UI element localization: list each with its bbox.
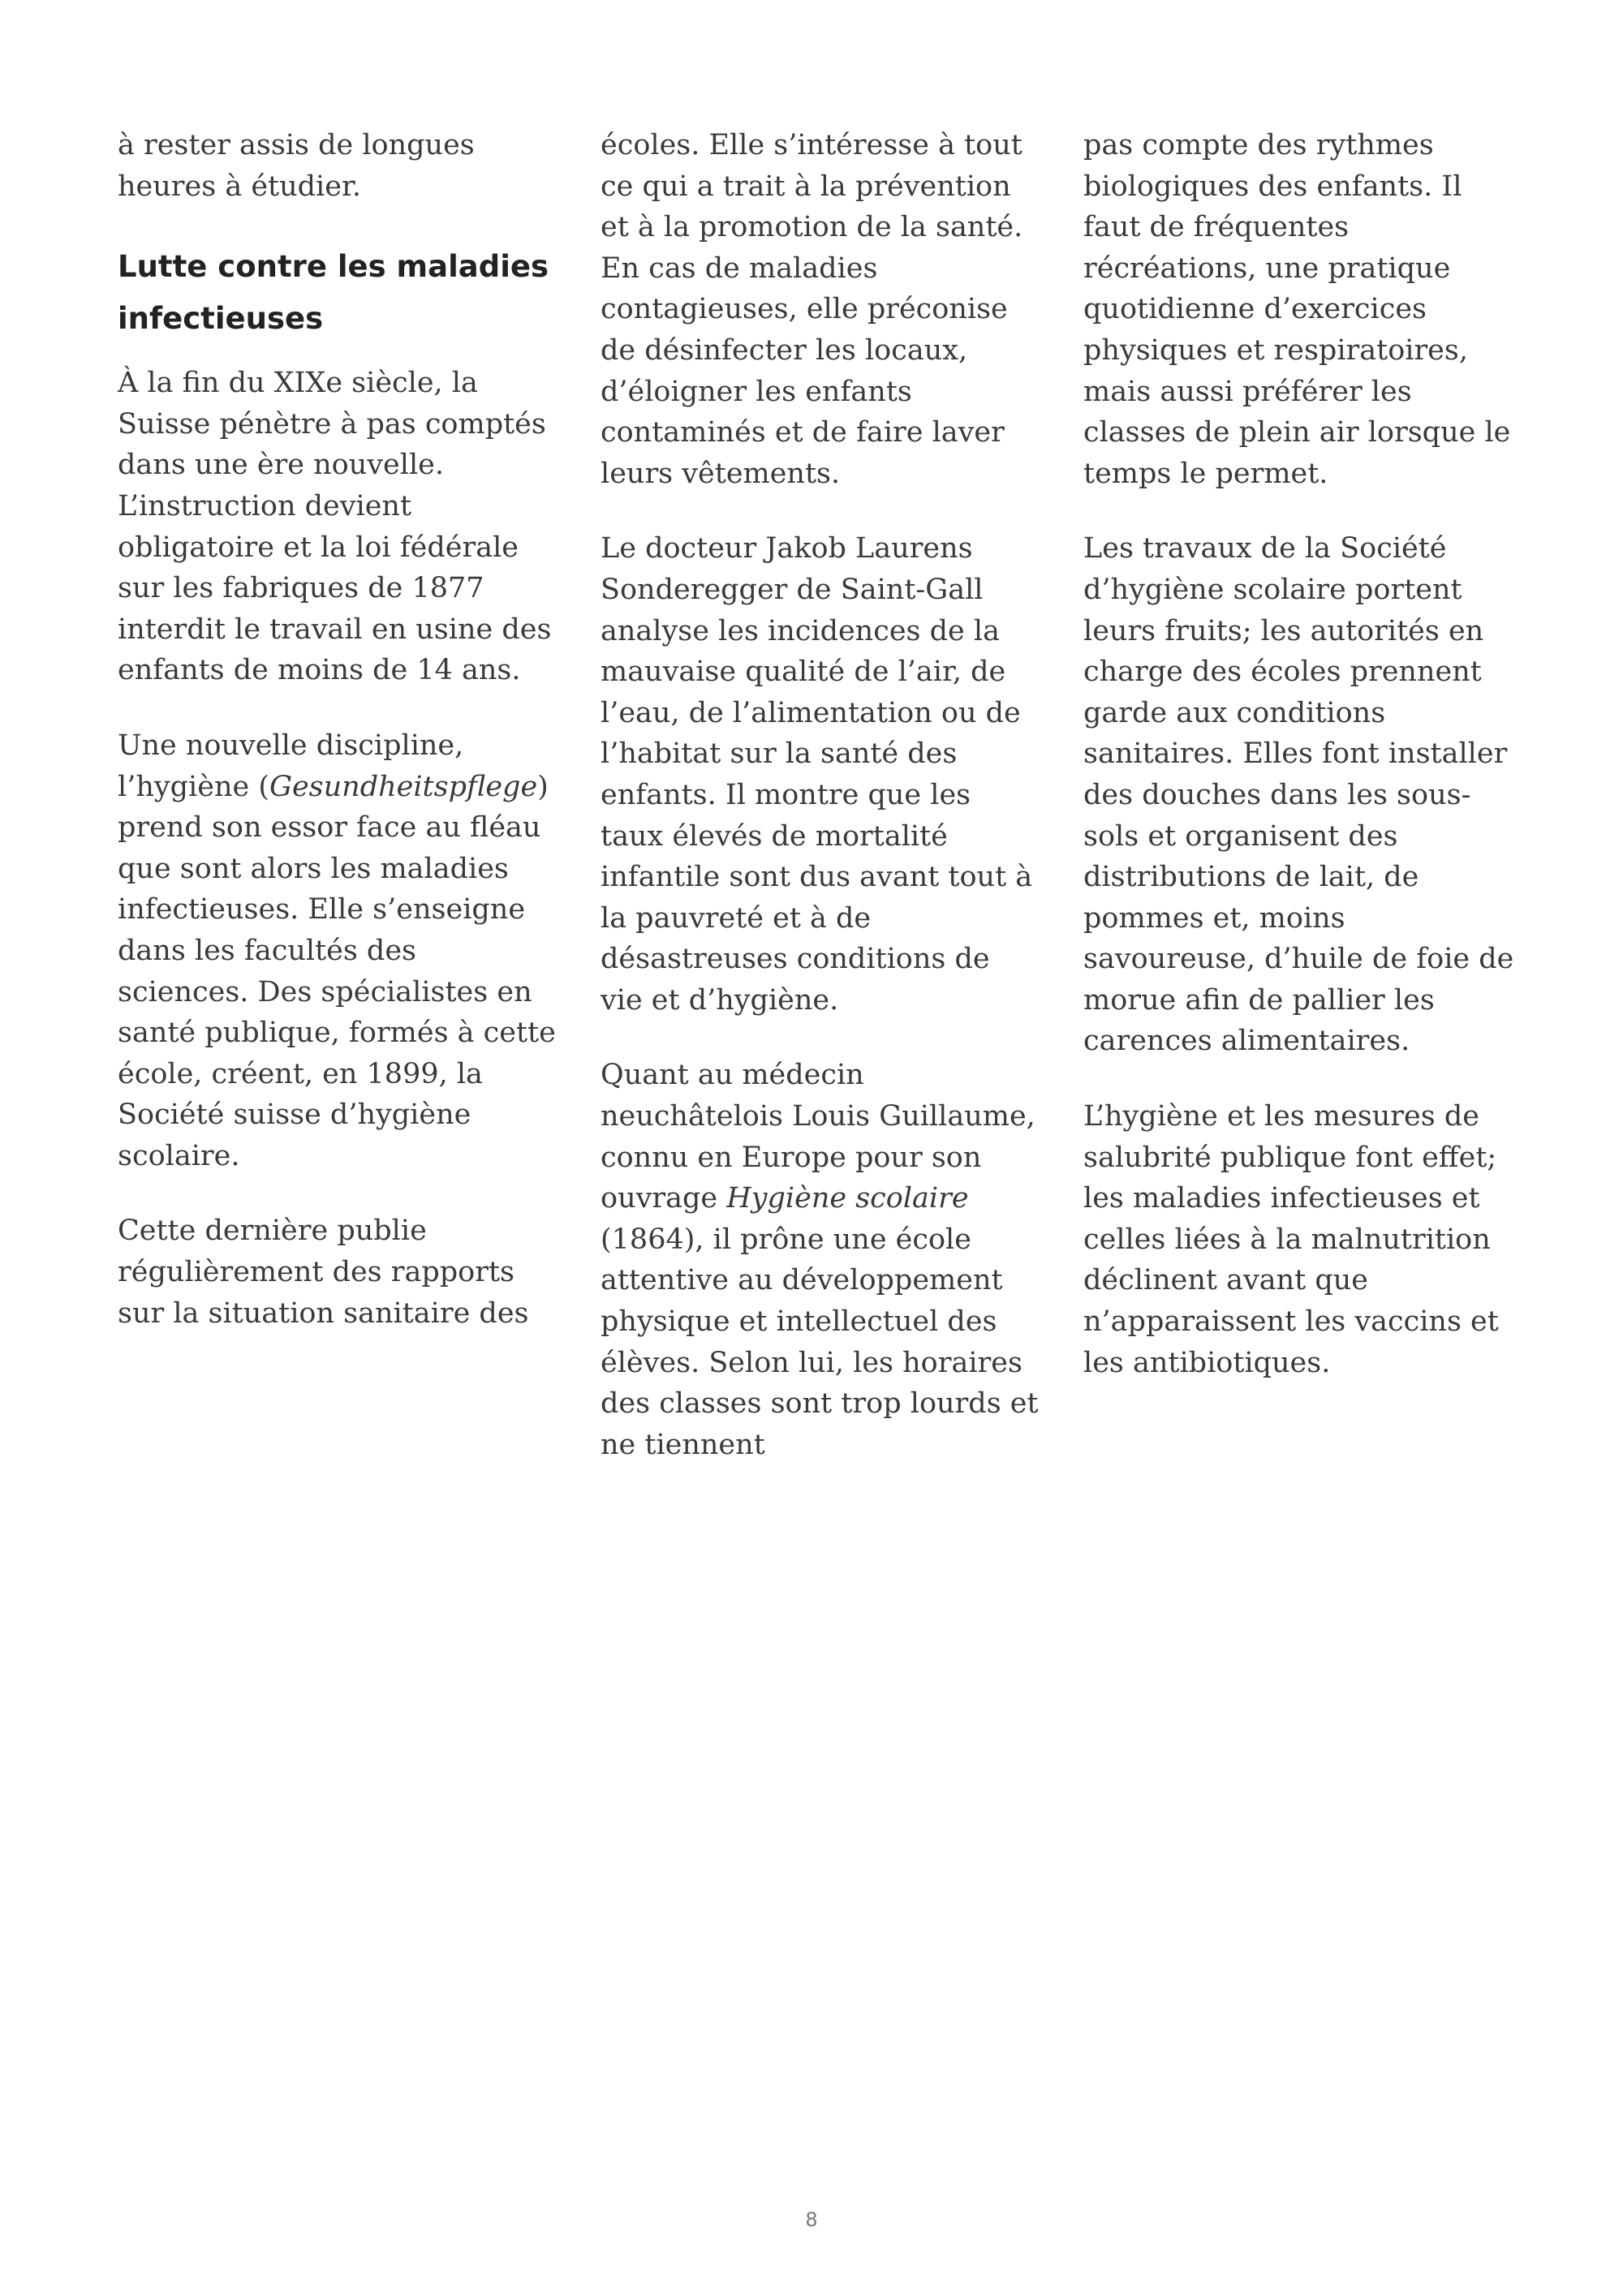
paragraph: Cette dernière publie régulièrement des rapports sur la situation sanitaire des bbox=[118, 1215, 529, 1330]
paragraph: Le docteur Jakob Laurens Sonderegger de Saint-Gall analyse les incidences de la mauvaise qualité de l’air, de l’eau, de l’alimentation ou de l’habitat sur la santé des enfants. Il montre que les taux élevés de mortalité infantile sont dus avant tout à la pauvreté et à de désastreuses conditions de vie et d’hygiène. bbox=[601, 532, 1033, 1017]
text-columns bbox=[118, 125, 1522, 1461]
paragraph: À la fin du XIXe siècle, la Suisse pénètre à pas comptés dans une ère nouvelle. L’instruction devient obligatoire et la loi fédérale sur les fabriques de 1877 interdit le travail en usine des enfants de moins de 14 ans. bbox=[118, 367, 552, 687]
paragraph: L’hygiène et les mesures de salubrité publique font effet; les maladies infectieuses et celles liées à la malnutrition déclinent avant que n’apparaissent les vaccins et les antibiotiques. bbox=[1083, 1100, 1499, 1379]
paragraph: Les travaux de la Société d’hygiène scolaire portent leurs fruits; les autorités en charge des écoles prennent garde aux conditions sanitaires. Elles font installer des douches dans les sous-sols et organisent des distributions de lait, de pommes et, moins savoureuse, d’huile de foie de morue afin de pallier les carences alimentaires. bbox=[1083, 532, 1514, 1058]
paragraph-with-italic-term: Une nouvelle discipline, l’hygiène (Gesundheitspflege) prend son essor face au fléau que sont alors les maladies infectieuses. Elle s’enseigne dans les facultés des sciences. Des spécialistes en santé publique, formés à cette école, créent, en 1899, la Société suisse d’hygiène scolaire. bbox=[118, 729, 556, 1172]
paragraph-with-italic-title: Quant au médecin neuchâtelois Louis Guillaume, connu en Europe pour son ouvrage Hygiène scolaire (1864), il prône une école attentive au développement physique et intellectuel des élèves. Selon lui, les horaires des classes sont trop lourds et ne tiennent bbox=[601, 1059, 1039, 1461]
paragraph: à rester assis de longues heures à étudier. bbox=[118, 129, 475, 203]
column-3 bbox=[1083, 125, 1522, 1379]
column-2 bbox=[601, 125, 1039, 1461]
column-1 bbox=[118, 125, 556, 1342]
paragraph: pas compte des rythmes biologiques des enfants. Il faut de fréquentes récréations, une pratique quotidienne d’exercices physiques et respiratoires, mais aussi préférer les classes de plein air lorsque le temps le permet. bbox=[1083, 129, 1511, 490]
italic-term: Gesundheitspflege bbox=[269, 770, 538, 803]
section-heading: Lutte contre les maladies infectieuses bbox=[118, 249, 549, 337]
paragraph: écoles. Elle s’intéresse à tout ce qui a trait à la prévention et à la promotion de la santé. En cas de maladies contagieuses, elle préconise de désinfecter les locaux, d’éloigner les enfants contaminés et de faire laver leurs vêtements. bbox=[601, 129, 1023, 490]
italic-term: Hygiène scolaire bbox=[726, 1182, 969, 1215]
page-number: 8 bbox=[805, 2208, 818, 2231]
